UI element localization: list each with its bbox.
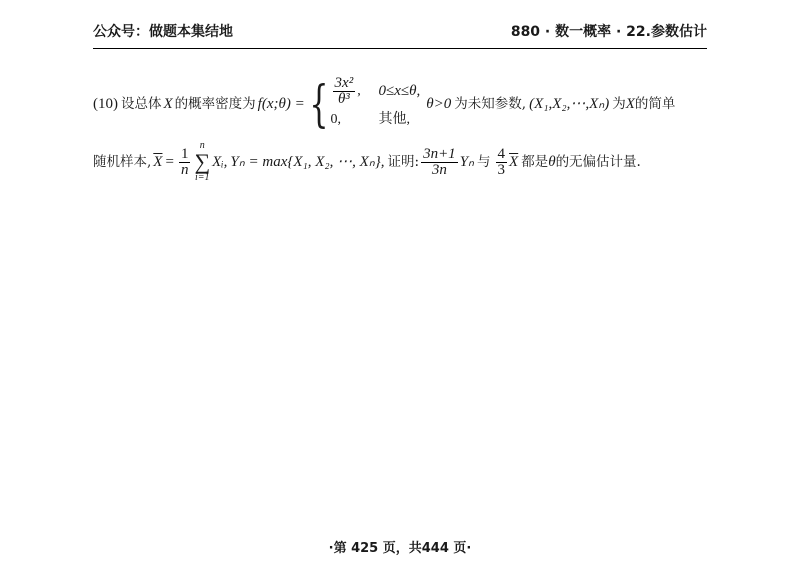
sample-mean-symbol-2: $\overline{X}$ (509, 154, 519, 170)
case-row-2 (331, 107, 421, 133)
density-text: 的概率密度为 (174, 96, 256, 112)
unknown-param-text: 为未知参数, (454, 96, 527, 112)
page-footer: ·第 425 页，共444 页· (328, 541, 472, 556)
one-over-n-fraction: $\frac{1}{n}$ (180, 145, 189, 178)
case1-denominator: θ³ (337, 90, 350, 107)
four-thirds-fraction: $\frac{4}{3}$ (497, 145, 506, 178)
yn-symbol: Yₙ (459, 154, 475, 170)
sample-mean-symbol: $\overline{X}$ (153, 154, 163, 170)
density-function-label: f(x;θ) = (257, 96, 305, 112)
simple-text: 的简单 (634, 96, 676, 112)
page-header (93, 22, 707, 49)
header-source: 公众号：做题本集结地 (93, 24, 233, 40)
is-text: 为 (612, 96, 626, 112)
cases-brace: { (309, 75, 329, 133)
theta-condition: θ>0 (426, 96, 452, 112)
case2-value: 0, (330, 111, 342, 127)
case2-condition: 其他, (378, 111, 411, 127)
yn-definition: Yₙ = max{X₁, X₂, ⋯, Xₙ}, (230, 154, 385, 170)
prove-text: 证明: (387, 154, 420, 170)
var-x: X (163, 96, 173, 112)
xi-term: Xᵢ, (212, 154, 228, 170)
var-x-2: X (625, 96, 635, 112)
and-text: 与 (477, 154, 491, 170)
conclusion-text: 都是 (521, 154, 549, 170)
header-section: 880 · 数一概率 · 22.参数估计 (510, 24, 707, 40)
piecewise-cases (331, 76, 421, 133)
theta-symbol: θ (548, 154, 556, 170)
sample-tuple: (X₁,X₂,⋯,Xₙ) (529, 96, 610, 112)
random-sample-text: 随机样本, (93, 154, 152, 170)
case-row-1: $\frac{\text{3x²}}{\text{θ³}}$ , 0≤x≤θ, (334, 74, 421, 107)
case1-fraction (333, 76, 356, 107)
problem-number: (10) (93, 96, 118, 112)
case1-condition: 0≤x≤θ, (378, 83, 421, 99)
problem-line-1 (93, 76, 713, 132)
summation-operator: n ∑ i=1 (194, 140, 211, 183)
case1-numerator: 3x² (334, 74, 354, 91)
problem-line-2: 随机样本, $\overline{X}$ = $\frac{1}{n}$ n ∑ i=1 Xᵢ, Yₙ = max{X₁, X₂, ⋯, Xₙ}, 证明: $\frac{3n+1}{3n}$ Yₙ 与 $\frac{4}{3}$ $\overline{X}$ 都是 θ 的无偏估计量. (93, 140, 641, 183)
unbiased-text: 的无偏估计量. (555, 154, 641, 170)
problem-intro: 设总体 (121, 96, 162, 112)
correction-fraction: $\frac{3n+1}{3n}$ (423, 145, 456, 178)
